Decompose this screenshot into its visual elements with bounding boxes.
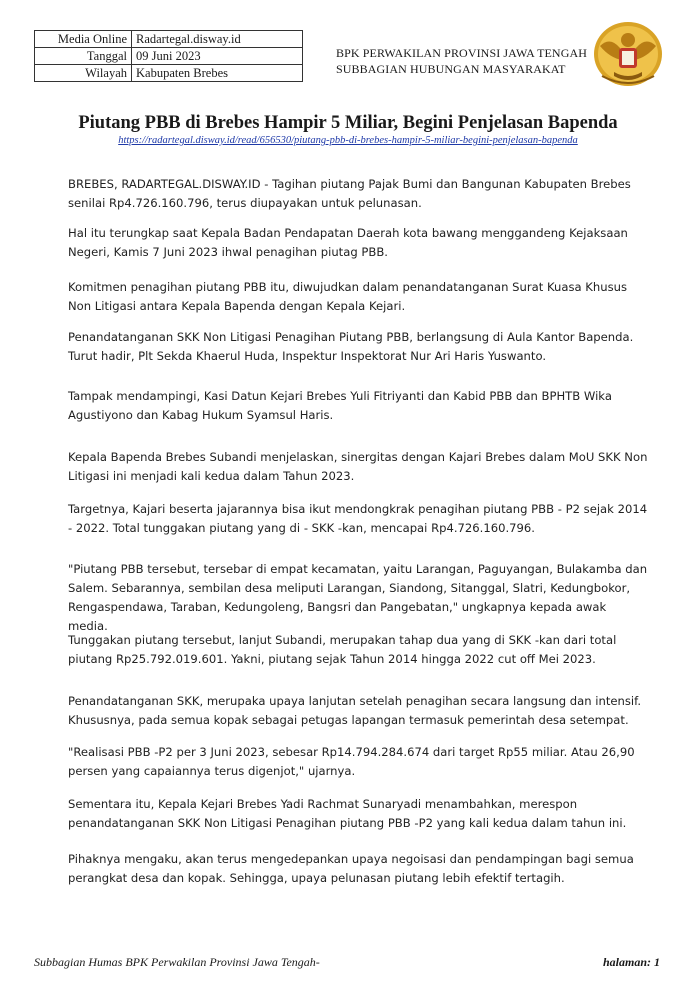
org-name: BPK PERWAKILAN PROVINSI JAWA TENGAH [336, 46, 587, 60]
paragraph: BREBES, RADARTEGAL.DISWAY.ID - Tagihan piutang Pajak Bumi dan Bangunan Kabupaten Brebes senilai Rp4.726.160.796, terus diupayakan untuk pelunasan. [68, 177, 631, 210]
paragraph: Hal itu terungkap saat Kepala Badan Pendapatan Daerah kota bawang menggandeng Kejaksaan Negeri, Kamis 7 Juni 2023 ihwal penagihan piutag PBB. [68, 226, 628, 259]
paragraph: "Piutang PBB tersebut, tersebar di empat kecamatan, yaitu Larangan, Paguyangan, Bulakamba dan Salem. Sebarannya, sembilan desa meliputi Larangan, Siandong, Sitanggal, Slatri, Kedungbokor, Rengaspendawa, Taraban, Kedungoleng, Bangsri dan Pangebatan," ungkapnya kepada awak media. [68, 562, 648, 633]
date-info-row [35, 48, 303, 65]
media-value: Radartegal.disway.id [132, 31, 303, 48]
paragraph: Tampak mendampingi, Kasi Datun Kejari Brebes Yuli Fitriyanti dan Kabid PBB dan BPHTB Wika Agustiyono dan Kabag Hukum Syamsul Haris. [68, 389, 612, 422]
article-url-link[interactable]: https://radartegal.disway.id/read/656530/piutang-pbb-di-brebes-hampir-5-miliar-begini-penjelasan-bapenda [118, 135, 578, 146]
paragraph: Penandatanganan SKK, merupaka upaya lanjutan setelah penagihan secara langsung dan intensif. Khususnya, pada semua kopak sebagai petugas lapangan termasuk pemerintah desa setempat. [68, 694, 642, 727]
paragraph: Komitmen penagihan piutang PBB itu, diwujudkan dalam penandatanganan Surat Kuasa Khusus Non Litigasi antara Kepala Bapenda dengan Kepala Kejari. [68, 280, 627, 313]
date-label: Tanggal [35, 48, 132, 65]
paragraph: Targetnya, Kajari beserta jajarannya bisa ikut mendongkrak penagihan piutang PBB - P2 sejak 2014 - 2022. Total tunggakan piutang yang di - SKK -kan, mencapai Rp4.726.160.796. [68, 502, 648, 535]
media-info-table [34, 30, 303, 82]
paragraph: Tunggakan piutang tersebut, lanjut Subandi, merupakan tahap dua yang di SKK -kan dari total piutang Rp25.792.019.601. Yakni, piutang sejak Tahun 2014 hingga 2022 cut off Mei 2023. [68, 633, 617, 666]
article-title: Piutang PBB di Brebes Hampir 5 Miliar, Begini Penjelasan Bapenda [78, 113, 618, 133]
region-info-row [35, 65, 303, 82]
media-label: Media Online [35, 31, 132, 48]
page-number: halaman: 1 [602, 955, 660, 969]
paragraph: Sementara itu, Kepala Kejari Brebes Yadi Rachmat Sunaryadi menambahkan, merespon penandatanganan SKK Non Litigasi Penagihan piutang PBB -P2 yang kali kedua dalam tahun ini. [68, 797, 627, 830]
media-info-row [35, 31, 303, 48]
region-label: Wilayah [35, 65, 132, 82]
region-value: Kabupaten Brebes [132, 65, 303, 82]
date-value: 09 Juni 2023 [132, 48, 303, 65]
paragraph: "Realisasi PBB -P2 per 3 Juni 2023, sebesar Rp14.794.284.674 dari target Rp55 miliar. Atau 26,90 persen yang capaiannya terus digenjot," ujarnya. [68, 745, 635, 778]
paragraph: Kepala Bapenda Brebes Subandi menjelaskan, sinergitas dengan Kajari Brebes dalam MoU SKK Non Litigasi ini menjadi kali kedua dalam Tahun 2023. [68, 450, 648, 483]
footer-division: Subbagian Humas BPK Perwakilan Provinsi Jawa Tengah- [34, 955, 320, 969]
paragraph: Pihaknya mengaku, akan terus mengedepankan upaya negoisasi dan pendampingan bagi semua perangkat desa dan kopak. Sehingga, upaya pelunasan piutang lebih efektif tertagih. [68, 852, 634, 885]
org-subdivision: SUBBAGIAN HUBUNGAN MASYARAKAT [336, 62, 566, 76]
paragraph: Penandatanganan SKK Non Litigasi Penagihan Piutang PBB, berlangsung di Aula Kantor Bapenda. Turut hadir, Plt Sekda Khaerul Huda, Inspektur Inspektorat Nur Ari Haris Yuswanto. [68, 330, 634, 363]
garuda-emblem-icon [592, 18, 664, 88]
organization-heading [336, 45, 587, 77]
